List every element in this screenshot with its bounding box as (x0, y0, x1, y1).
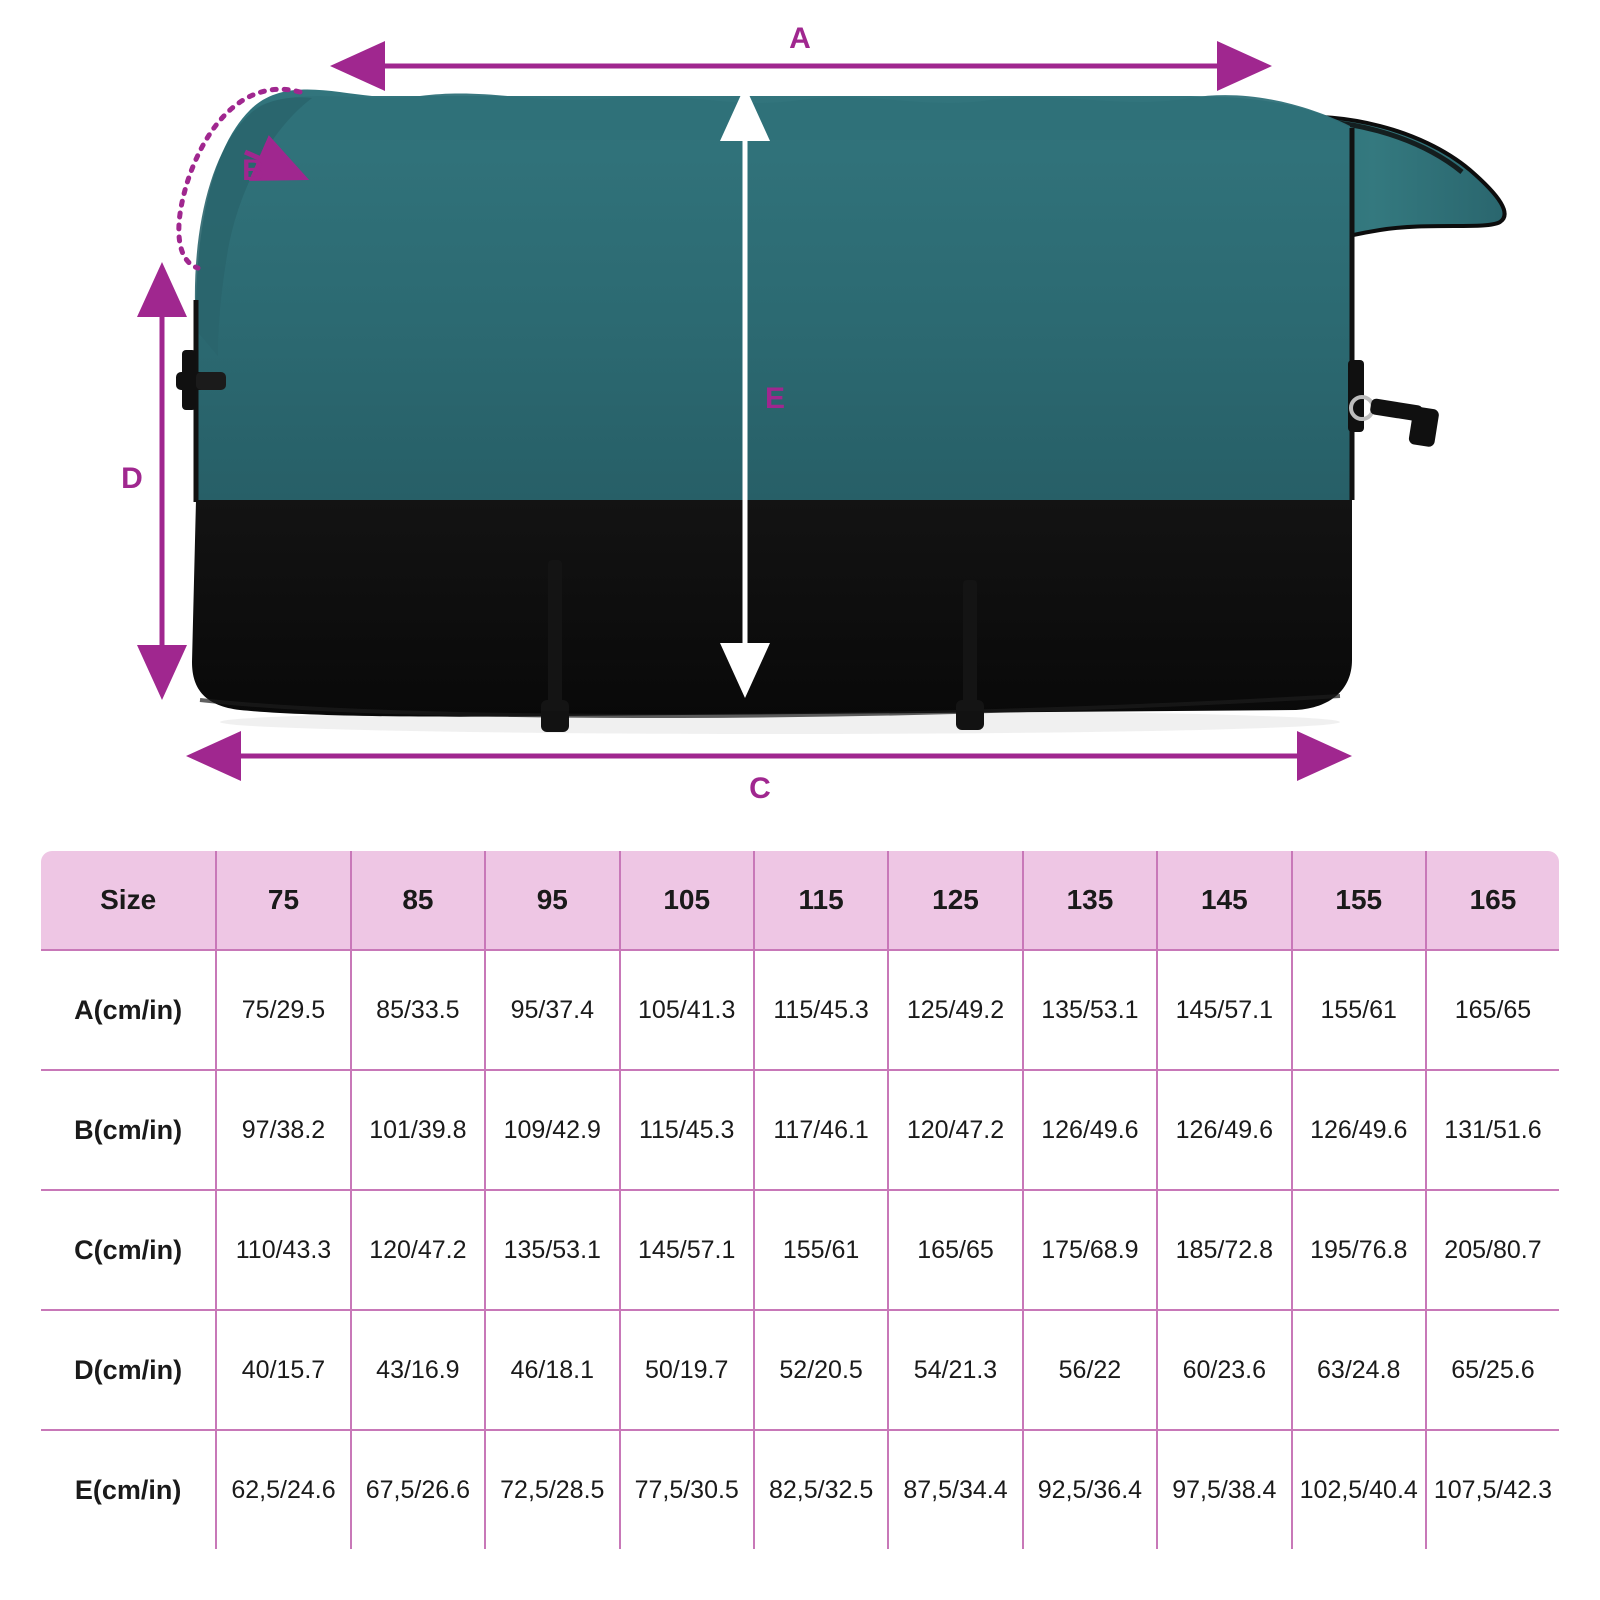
cell-c-145: 185/72.8 (1157, 1190, 1291, 1310)
cell-b-75: 97/38.2 (216, 1070, 350, 1190)
cell-b-135: 126/49.6 (1023, 1070, 1157, 1190)
cell-c-155: 195/76.8 (1292, 1190, 1426, 1310)
cell-a-85: 85/33.5 (351, 950, 485, 1070)
row-label-c: C(cm/in) (40, 1190, 217, 1310)
cell-d-105: 50/19.7 (620, 1310, 754, 1430)
table-header-row (40, 850, 1561, 951)
cell-d-95: 46/18.1 (485, 1310, 619, 1430)
row-label-a: A(cm/in) (40, 950, 217, 1070)
blanket-upper-body (196, 90, 1352, 501)
cell-e-75: 62,5/24.6 (216, 1430, 350, 1551)
header-125: 125 (888, 850, 1022, 951)
cell-d-85: 43/16.9 (351, 1310, 485, 1430)
header-165: 165 (1426, 850, 1561, 951)
cell-b-145: 126/49.6 (1157, 1070, 1291, 1190)
cell-d-145: 60/23.6 (1157, 1310, 1291, 1430)
header-115: 115 (754, 850, 888, 951)
cell-a-135: 135/53.1 (1023, 950, 1157, 1070)
cell-c-135: 175/68.9 (1023, 1190, 1157, 1310)
row-label-e: E(cm/in) (40, 1430, 217, 1551)
cell-c-75: 110/43.3 (216, 1190, 350, 1310)
table-row (40, 1190, 1561, 1310)
cell-b-155: 126/49.6 (1292, 1070, 1426, 1190)
cell-a-165: 165/65 (1426, 950, 1561, 1070)
cell-b-95: 109/42.9 (485, 1070, 619, 1190)
cell-c-125: 165/65 (888, 1190, 1022, 1310)
dimension-b-label: B (242, 154, 264, 187)
table-row (40, 1070, 1561, 1190)
cell-b-165: 131/51.6 (1426, 1070, 1561, 1190)
blanket-bottom-band (192, 500, 1352, 717)
cell-c-85: 120/47.2 (351, 1190, 485, 1310)
header-155: 155 (1292, 850, 1426, 951)
row-label-d: D(cm/in) (40, 1310, 217, 1430)
header-95: 95 (485, 850, 619, 951)
cell-c-165: 205/80.7 (1426, 1190, 1561, 1310)
cell-a-95: 95/37.4 (485, 950, 619, 1070)
cell-c-95: 135/53.1 (485, 1190, 619, 1310)
header-105: 105 (620, 850, 754, 951)
cell-e-135: 92,5/36.4 (1023, 1430, 1157, 1551)
cell-a-145: 145/57.1 (1157, 950, 1291, 1070)
cell-b-105: 115/45.3 (620, 1070, 754, 1190)
dimension-c (196, 756, 1342, 805)
header-size: Size (40, 850, 217, 951)
blanket-illustration (176, 90, 1505, 735)
header-135: 135 (1023, 850, 1157, 951)
header-145: 145 (1157, 850, 1291, 951)
cell-e-155: 102,5/40.4 (1292, 1430, 1426, 1551)
cell-d-125: 54/21.3 (888, 1310, 1022, 1430)
cell-e-115: 82,5/32.5 (754, 1430, 888, 1551)
cell-d-135: 56/22 (1023, 1310, 1157, 1430)
cell-d-115: 52/20.5 (754, 1310, 888, 1430)
dimension-a (340, 22, 1262, 66)
cell-e-95: 72,5/28.5 (485, 1430, 619, 1551)
cell-e-105: 77,5/30.5 (620, 1430, 754, 1551)
cell-e-125: 87,5/34.4 (888, 1430, 1022, 1551)
table-row (40, 1430, 1561, 1551)
dimension-a-label: A (789, 22, 811, 55)
cell-c-105: 145/57.1 (620, 1190, 754, 1310)
cell-a-155: 155/61 (1292, 950, 1426, 1070)
dimension-d-label: D (121, 462, 143, 495)
dimension-e-label: E (764, 382, 786, 415)
table-row (40, 950, 1561, 1070)
cell-a-105: 105/41.3 (620, 950, 754, 1070)
cell-b-85: 101/39.8 (351, 1070, 485, 1190)
right-strap (1348, 360, 1440, 448)
header-85: 85 (351, 850, 485, 951)
table-row (40, 1310, 1561, 1430)
cell-d-75: 40/15.7 (216, 1310, 350, 1430)
size-chart-table (38, 848, 1562, 1552)
cell-a-125: 125/49.2 (888, 950, 1022, 1070)
dimension-c-label: C (749, 772, 771, 805)
dimension-d (121, 272, 162, 690)
header-75: 75 (216, 850, 350, 951)
cell-b-125: 120/47.2 (888, 1070, 1022, 1190)
cell-d-155: 63/24.8 (1292, 1310, 1426, 1430)
cell-e-165: 107,5/42.3 (1426, 1430, 1561, 1551)
cell-e-145: 97,5/38.4 (1157, 1430, 1291, 1551)
cell-c-115: 155/61 (754, 1190, 888, 1310)
row-label-b: B(cm/in) (40, 1070, 217, 1190)
cell-a-75: 75/29.5 (216, 950, 350, 1070)
cell-b-115: 117/46.1 (754, 1070, 888, 1190)
cell-e-85: 67,5/26.6 (351, 1430, 485, 1551)
cell-a-115: 115/45.3 (754, 950, 888, 1070)
cell-d-165: 65/25.6 (1426, 1310, 1561, 1430)
